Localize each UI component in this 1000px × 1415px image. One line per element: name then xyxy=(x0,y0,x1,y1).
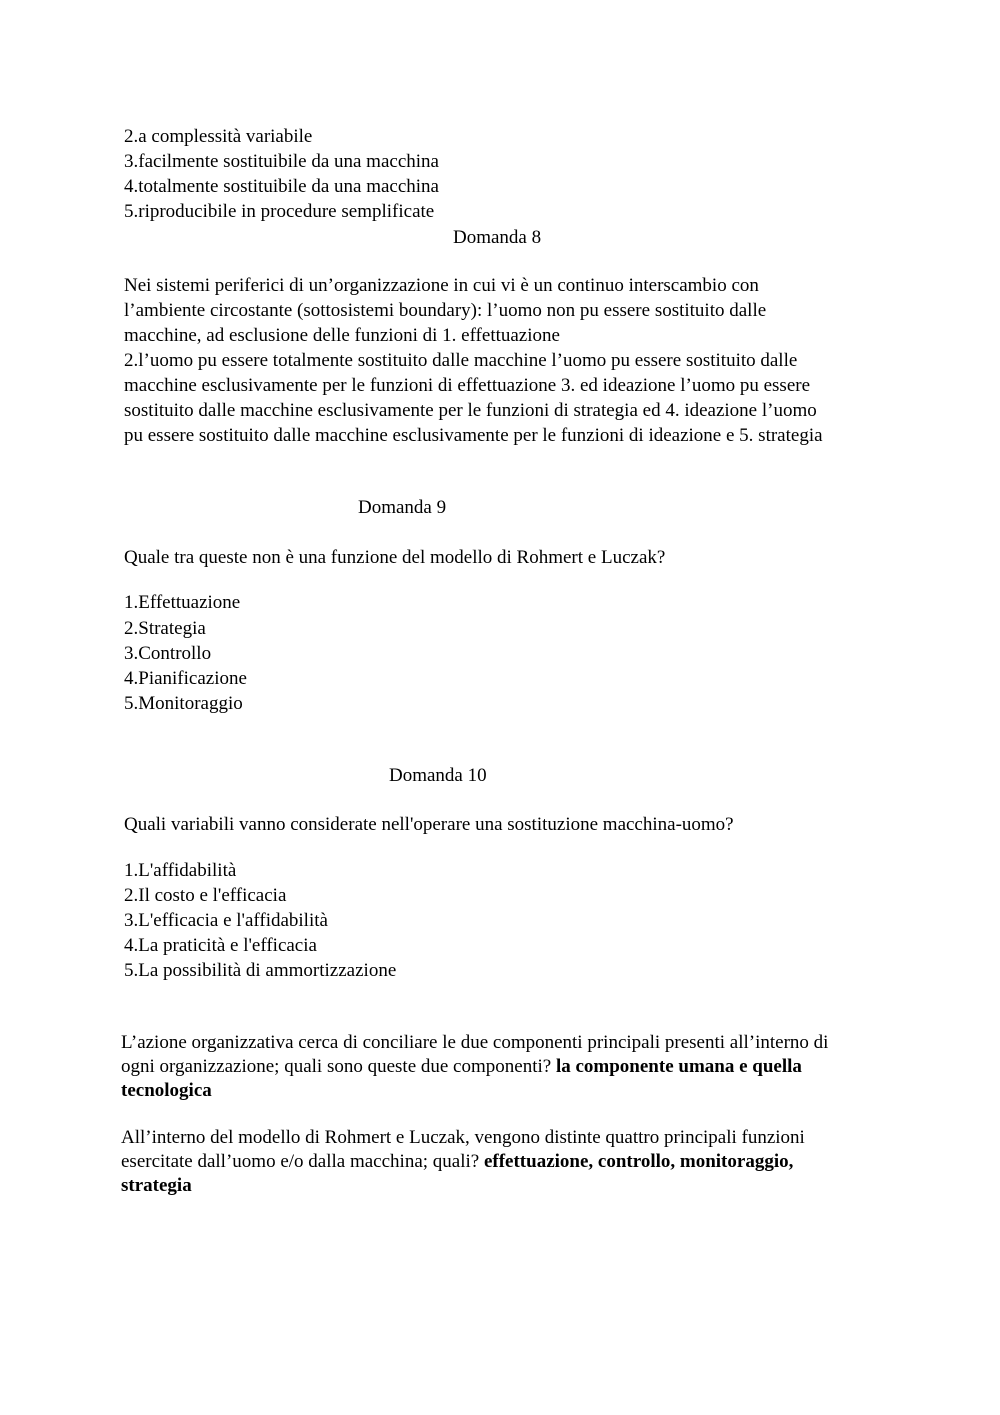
para2-line xyxy=(121,1173,192,1198)
para1-line: L’azione organizzativa cerca di conciliare le due componenti principali presenti all’interno di xyxy=(121,1032,829,1053)
para2-line: All’interno del modello di Rohmert e Luczak, vengono distinte quattro principali funzioni xyxy=(121,1127,805,1148)
q10-option: 2.Il costo e l'efficacia xyxy=(124,885,287,906)
q10-option: 3.L'efficacia e l'affidabilità xyxy=(124,910,328,931)
q8-line: pu essere sostituito dalle macchine esclusivamente per le funzioni di ideazione e 5. strategia xyxy=(124,425,823,446)
q7-option-4: 4.totalmente sostituibile da una macchina xyxy=(124,176,439,197)
para1-question: ogni organizzazione; quali sono queste due componenti? xyxy=(121,1056,556,1077)
para1-line xyxy=(121,1078,212,1103)
para1-line xyxy=(121,1054,802,1079)
q9-option: 4.Pianificazione xyxy=(124,668,247,689)
para2-answer-cont: strategia xyxy=(121,1175,192,1196)
q8-heading: Domanda 8 xyxy=(453,227,542,248)
para2-answer: effettuazione, controllo, monitoraggio, xyxy=(483,1151,794,1172)
q10-question: Quali variabili vanno considerate nell'operare una sostituzione macchina-uomo? xyxy=(124,814,734,835)
para2-question: esercitate dall’uomo e/o dalla macchina; quali? xyxy=(121,1151,484,1172)
q9-option: 5.Monitoraggio xyxy=(124,693,243,714)
para2-line xyxy=(121,1149,793,1174)
q9-option: 3.Controllo xyxy=(124,643,212,664)
q10-heading: Domanda 10 xyxy=(389,765,487,786)
q8-line: sostituito dalle macchine esclusivamente per le funzioni di strategia ed 4. ideazione l’uomo xyxy=(124,400,817,421)
para1-answer-cont: tecnologica xyxy=(121,1080,212,1101)
q9-question: Quale tra queste non è una funzione del modello di Rohmert e Luczak? xyxy=(124,547,666,568)
q8-line: l’ambiente circostante (sottosistemi boundary): l’uomo non pu essere sostituito dalle xyxy=(124,300,767,321)
q9-heading: Domanda 9 xyxy=(358,497,447,518)
para1-answer: la componente umana e quella xyxy=(555,1056,802,1077)
q7-option-3: 3.facilmente sostituibile da una macchina xyxy=(124,151,439,172)
q10-option: 1.L'affidabilità xyxy=(124,860,237,881)
q8-line: Nei sistemi periferici di un’organizzazione in cui vi è un continuo interscambio con xyxy=(124,275,759,296)
q7-option-2: 2.a complessità variabile xyxy=(124,126,313,147)
q8-line: macchine, ad esclusione delle funzioni di 1. effettuazione xyxy=(124,325,560,346)
q8-line: macchine esclusivamente per le funzioni di effettuazione 3. ed ideazione l’uomo pu essere xyxy=(124,375,811,396)
q7-option-5: 5.riproducibile in procedure semplificate xyxy=(124,201,435,222)
q8-line: 2.l’uomo pu essere totalmente sostituito dalle macchine l’uomo pu essere sostituito dalle xyxy=(124,350,798,371)
q9-option: 1.Effettuazione xyxy=(124,592,241,613)
q10-option: 5.La possibilità di ammortizzazione xyxy=(124,960,397,981)
q9-option: 2.Strategia xyxy=(124,618,206,639)
q10-option: 4.La praticità e l'efficacia xyxy=(124,935,317,956)
